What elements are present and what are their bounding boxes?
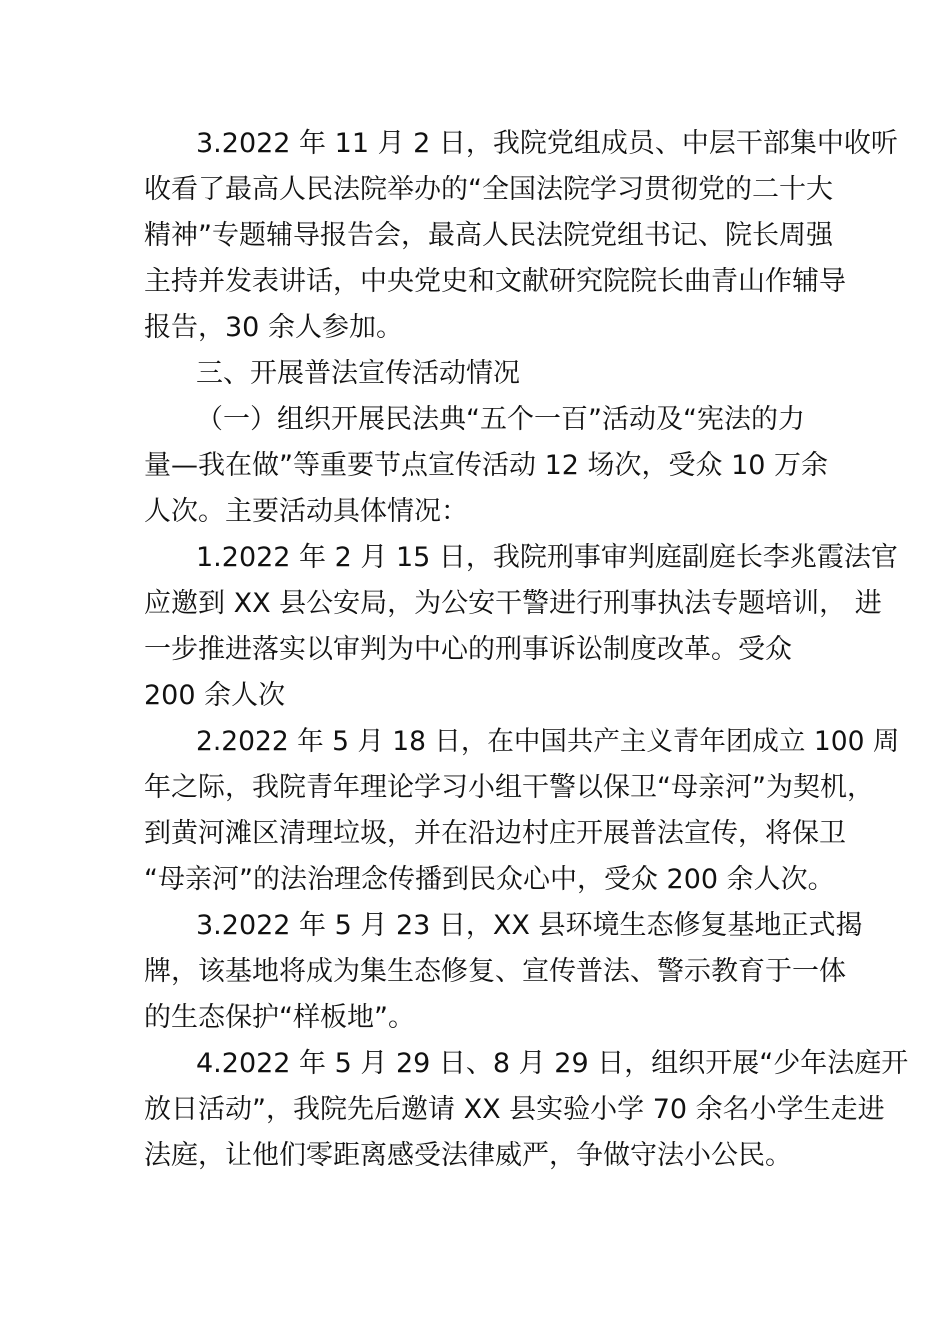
text-line: 3.2022 年 5 月 23 日，XX 县环境生态修复基地正式揭 [196,910,863,941]
text-line: 收看了最高人民法院举办的“全国法院学习贯彻党的二十大 [144,174,833,205]
text-line: 200 余人次 [144,680,286,711]
text-line: 量—我在做”等重要节点宣传活动 12 场次，受众 10 万余 [144,450,829,481]
text-line: 主持并发表讲话，中央党史和文献研究院院长曲青山作辅导 [144,266,846,297]
text-line: 牌，该基地将成为集生态修复、宣传普法、警示教育于一体 [144,956,846,987]
text-line: 1.2022 年 2 月 15 日，我院刑事审判庭副庭长李兆霞法官 [196,542,898,573]
text-line: “母亲河”的法治理念传播到民众心中，受众 200 余人次。 [144,864,835,895]
text-line: 的生态保护“样板地”。 [144,1002,415,1033]
text-line: 人次。主要活动具体情况： [144,496,468,527]
text-line: 3.2022 年 11 月 2 日，我院党组成员、中层干部集中收听 [196,128,898,159]
text-line: 到黄河滩区清理垃圾，并在沿边村庄开展普法宣传，将保卫 [144,818,846,849]
text-line: 4.2022 年 5 月 29 日、8 月 29 日，组织开展“少年法庭开 [196,1048,909,1079]
text-line: 法庭，让他们零距离感受法律威严，争做守法小公民。 [144,1140,792,1171]
section-heading: 三、开展普法宣传活动情况 [196,358,520,389]
text-line: 放日活动”，我院先后邀请 XX 县实验小学 70 余名小学生走进 [144,1094,885,1125]
text-line: 应邀到 XX 县公安局，为公安干警进行刑事执法专题培训， 进 [144,588,882,619]
text-line: 精神”专题辅导报告会，最高人民法院党组书记、院长周强 [144,220,833,251]
text-line: 报告，30 余人参加。 [144,312,403,343]
text-line: 年之际，我院青年理论学习小组干警以保卫“母亲河”为契机， [144,772,874,803]
text-line: 2.2022 年 5 月 18 日，在中国共产主义青年团成立 100 周 [196,726,900,757]
subsection-heading: （一）组织开展民法典“五个一百”活动及“宪法的力 [196,404,805,435]
text-line: 一步推进落实以审判为中心的刑事诉讼制度改革。受众 [144,634,792,665]
